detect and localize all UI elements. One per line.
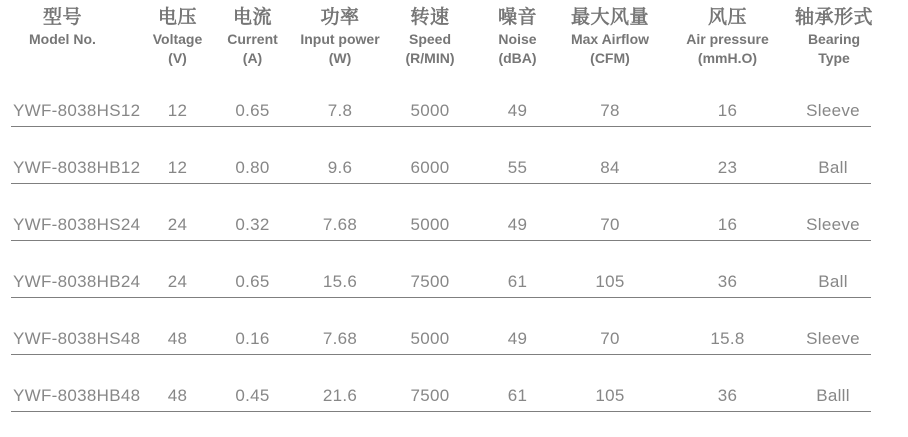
spec-row (11, 355, 871, 412)
table-body (11, 70, 871, 412)
cell-model: YWF-8038HS48 (11, 298, 145, 355)
column-header-input-power (295, 0, 385, 70)
cell-current: 0.65 (210, 70, 295, 127)
fan-spec-table (11, 0, 874, 412)
cell-max-airflow: 84 (560, 127, 660, 184)
header-label-zh: 轴承形式 (795, 7, 874, 28)
header-label-unit: (dBA) (498, 50, 537, 66)
spec-row (11, 70, 871, 127)
spec-row (11, 298, 871, 355)
header-label-en: Air pressure (686, 31, 769, 47)
cell-model: YWF-8038HS12 (11, 70, 145, 127)
cell-air-pressure: 15.8 (660, 298, 795, 355)
cell-noise: 55 (475, 127, 560, 184)
header-row (11, 0, 871, 70)
cell-max-airflow: 70 (560, 184, 660, 241)
cell-air-pressure: 23 (660, 127, 795, 184)
column-header-text (686, 5, 768, 68)
cell-air-pressure: 16 (660, 70, 795, 127)
column-header-voltage (145, 0, 210, 70)
cell-air-pressure: 36 (660, 241, 795, 298)
column-header-text (300, 5, 379, 68)
header-label-unit: Type (818, 50, 850, 66)
cell-current: 0.32 (210, 184, 295, 241)
cell-speed: 5000 (385, 298, 475, 355)
cell-noise: 49 (475, 298, 560, 355)
cell-voltage: 12 (145, 70, 210, 127)
column-header-max-airflow (560, 0, 660, 70)
header-label-unit: (mmH.O) (697, 50, 758, 66)
column-header-text (153, 5, 203, 68)
column-header-text (571, 5, 649, 68)
column-header-text (29, 5, 96, 49)
cell-speed: 7500 (385, 241, 475, 298)
cell-current: 0.80 (210, 127, 295, 184)
column-header-bearing (795, 0, 874, 70)
cell-speed: 5000 (385, 184, 475, 241)
header-label-unit: (CFM) (590, 50, 630, 66)
cell-input-power: 7.68 (295, 184, 385, 241)
column-header-air-pressure (660, 0, 795, 70)
header-label-en: Input power (300, 31, 380, 47)
header-label-en: Speed (408, 31, 451, 47)
header-label-zh: 最大风量 (570, 7, 649, 28)
spec-row (11, 184, 871, 241)
column-header-text (795, 5, 873, 68)
cell-current: 0.45 (210, 355, 295, 412)
header-label-unit: (A) (242, 50, 263, 66)
cell-air-pressure: 16 (660, 184, 795, 241)
cell-voltage: 24 (145, 184, 210, 241)
cell-bearing: Balll (795, 355, 871, 412)
header-label-zh: 噪音 (497, 7, 537, 28)
column-header-speed (385, 0, 475, 70)
header-label-zh: 功率 (320, 7, 360, 28)
cell-max-airflow: 105 (560, 241, 660, 298)
header-label-en: Voltage (152, 31, 203, 47)
cell-speed: 6000 (385, 127, 475, 184)
cell-voltage: 48 (145, 355, 210, 412)
cell-max-airflow: 78 (560, 70, 660, 127)
cell-model: YWF-8038HS24 (11, 184, 145, 241)
cell-model: YWF-8038HB24 (11, 241, 145, 298)
header-label-zh: 转速 (410, 7, 450, 28)
cell-noise: 49 (475, 184, 560, 241)
cell-input-power: 15.6 (295, 241, 385, 298)
header-label-en: Noise (498, 31, 537, 47)
column-header-text (406, 5, 455, 68)
header-label-zh: 风压 (707, 7, 747, 28)
cell-max-airflow: 70 (560, 298, 660, 355)
spec-row (11, 241, 871, 298)
column-header-current (210, 0, 295, 70)
cell-voltage: 48 (145, 298, 210, 355)
cell-noise: 49 (475, 70, 560, 127)
header-label-unit: (W) (328, 50, 352, 66)
cell-speed: 5000 (385, 70, 475, 127)
header-label-en: Max Airflow (570, 31, 650, 47)
column-header-model (11, 0, 145, 70)
cell-input-power: 7.8 (295, 70, 385, 127)
column-header-text (227, 5, 278, 68)
header-label-unit: (R/MIN) (405, 50, 455, 66)
header-label-unit: (V) (168, 50, 187, 66)
cell-current: 0.65 (210, 241, 295, 298)
spec-row (11, 127, 871, 184)
header-label-en: Model No. (29, 31, 96, 47)
cell-input-power: 7.68 (295, 298, 385, 355)
cell-current: 0.16 (210, 298, 295, 355)
cell-input-power: 9.6 (295, 127, 385, 184)
column-header-text (498, 5, 537, 68)
column-header-noise (475, 0, 560, 70)
cell-noise: 61 (475, 355, 560, 412)
header-label-zh: 电压 (157, 7, 197, 28)
cell-bearing: Ball (795, 241, 871, 298)
cell-voltage: 12 (145, 127, 210, 184)
header-label-zh: 电流 (232, 7, 272, 28)
cell-air-pressure: 36 (660, 355, 795, 412)
cell-bearing: Ball (795, 127, 871, 184)
cell-bearing: Sleeve (795, 70, 871, 127)
cell-voltage: 24 (145, 241, 210, 298)
cell-max-airflow: 105 (560, 355, 660, 412)
cell-model: YWF-8038HB48 (11, 355, 145, 412)
table-header (11, 0, 874, 70)
header-label-en: Current (227, 31, 278, 47)
cell-bearing: Sleeve (795, 298, 871, 355)
cell-noise: 61 (475, 241, 560, 298)
cell-bearing: Sleeve (795, 184, 871, 241)
cell-speed: 7500 (385, 355, 475, 412)
header-label-zh: 型号 (42, 7, 82, 28)
header-label-en: Bearing (807, 31, 861, 47)
cell-input-power: 21.6 (295, 355, 385, 412)
cell-model: YWF-8038HB12 (11, 127, 145, 184)
